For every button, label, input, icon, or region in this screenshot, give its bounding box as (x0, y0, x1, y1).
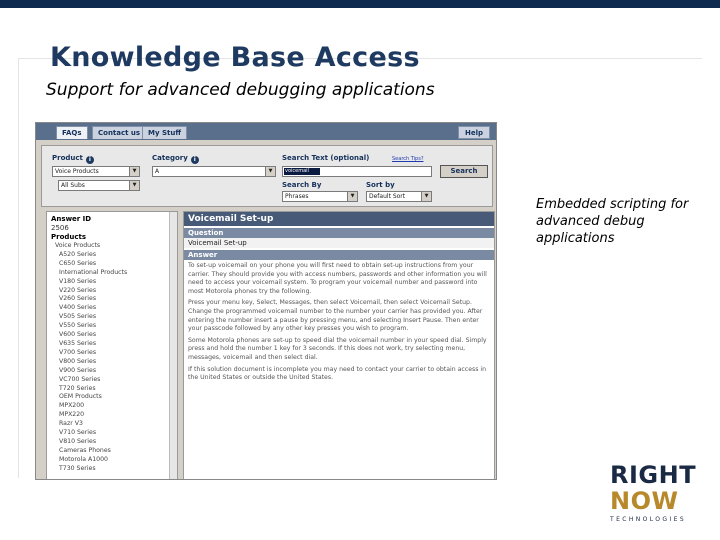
search-text-input[interactable] (282, 166, 432, 177)
search-by-label: Search By (282, 181, 322, 189)
answer-article-panel (183, 211, 495, 480)
info-icon[interactable]: i (86, 156, 94, 164)
tree-item[interactable]: VC700 Series (59, 375, 101, 383)
tree-item[interactable]: Razr V3 (59, 420, 83, 428)
search-tips-link[interactable]: Search Tips? (392, 156, 424, 162)
answer-paragraph: Press your menu key, Select, Messages, then select Voicemail, then select Voicemail Setup. Change the programmed voicemail number to the number your carrier has provided you. After entering the number insert a pause by pressing menu, and selecting Insert Pause. Then enter your passcode followed by any other key presses you wish to program. (188, 299, 483, 333)
tab-faqs[interactable]: FAQs (56, 126, 88, 139)
tree-item[interactable]: V810 Series (59, 437, 97, 445)
question-text: Voicemail Set-up (184, 238, 494, 248)
search-panel (41, 145, 493, 207)
logo-now: NOW (610, 487, 679, 515)
tab-contact-us[interactable]: Contact us (92, 126, 146, 139)
tree-item[interactable]: V700 Series (59, 348, 97, 356)
tree-item[interactable]: MPX220 (59, 411, 85, 419)
chevron-down-icon: ▼ (129, 181, 139, 190)
category-select[interactable]: A ▼ (152, 166, 276, 177)
tree-item[interactable]: V400 Series (59, 304, 97, 312)
chevron-down-icon: ▼ (347, 192, 357, 201)
tree-item[interactable]: MPX200 (59, 402, 85, 410)
tree-item[interactable]: Voice Products (55, 242, 101, 249)
answer-paragraph: Some Motorola phones are set-up to speed dial the voicemail number in your speed dial. Simply press and hold the number 1 key for 3 seconds. If this does not work, try selecting menu, messages, voicemail and then select dial. (188, 336, 487, 361)
tree-item[interactable]: V710 Series (59, 429, 97, 437)
answer-heading: Answer (184, 250, 494, 260)
logo-technologies: TECHNOLOGIES (610, 516, 687, 523)
products-label: Products (51, 233, 87, 241)
callout-text: Embedded scripting for advanced debug applications (536, 197, 689, 246)
search-text-label: Search Text (optional) (282, 154, 370, 162)
logo-right: RIGHT (610, 461, 697, 489)
top-accent-bar (0, 0, 720, 8)
answer-text (184, 260, 494, 388)
tab-bar (36, 123, 496, 140)
product-label: Product i (52, 154, 94, 164)
tree-item[interactable]: A520 Series (59, 250, 97, 258)
slide-title: Knowledge Base Access (50, 42, 420, 73)
answer-paragraph: To set-up voicemail on your phone you will first need to obtain set-up instructions from your carrier. They should provide you with access numbers, passwords and other information you will need to access your voicemail system. To program your voicemail number and password into most Motorola phones try the following. (188, 262, 487, 295)
answer-paragraph: If this solution document is incomplete you may need to contact your carrier to obtain access in the United States or outside the United States. (188, 365, 487, 382)
info-icon[interactable]: i (191, 156, 199, 164)
answer-id-label: Answer ID (51, 215, 92, 223)
knowledge-base-screenshot (35, 122, 497, 480)
tree-item[interactable]: Cameras Phones (59, 446, 111, 454)
question-heading: Question (184, 228, 494, 238)
category-label: Category i (152, 154, 199, 164)
chevron-down-icon: ▼ (265, 167, 275, 176)
help-tab[interactable]: Help (458, 126, 490, 139)
tree-item[interactable]: T720 Series (59, 384, 96, 392)
tree-item[interactable]: Motorola A1000 (59, 455, 108, 463)
product-sub-select[interactable]: All Subs ▼ (58, 180, 140, 191)
tree-item[interactable]: C650 Series (59, 259, 97, 267)
sort-by-label: Sort by (366, 181, 395, 189)
tab-my-stuff[interactable]: My Stuff (142, 126, 187, 139)
sort-by-select[interactable]: Default Sort ▼ (366, 191, 432, 202)
tree-item[interactable]: International Products (59, 268, 128, 276)
slide-subtitle: Support for advanced debugging applications (46, 80, 435, 100)
tree-item[interactable]: V635 Series (59, 339, 97, 347)
tree-item[interactable]: V600 Series (59, 331, 97, 339)
tree-item[interactable]: V180 Series (59, 277, 97, 285)
company-logo (610, 461, 697, 523)
tree-item[interactable]: V220 Series (59, 286, 97, 294)
tree-item[interactable]: V505 Series (59, 313, 97, 321)
search-button[interactable]: Search (440, 165, 488, 178)
left-divider (18, 58, 19, 478)
product-tree (47, 242, 177, 474)
chevron-down-icon: ▼ (129, 167, 139, 176)
tree-item[interactable]: V900 Series (59, 366, 97, 374)
chevron-down-icon: ▼ (421, 192, 431, 201)
answer-id-value: 2506 (51, 224, 69, 232)
scrollbar[interactable] (169, 212, 177, 480)
search-text-value: voicemail (284, 168, 320, 175)
answer-details-panel (46, 211, 178, 480)
tree-item[interactable]: T730 Series (59, 464, 96, 472)
tree-item[interactable]: V260 Series (59, 295, 97, 303)
tree-item[interactable]: V550 Series (59, 322, 97, 330)
search-by-select[interactable]: Phrases ▼ (282, 191, 358, 202)
tree-item[interactable]: OEM Products (59, 393, 102, 401)
product-select[interactable]: Voice Products ▼ (52, 166, 140, 177)
article-title: Voicemail Set-up (184, 212, 494, 226)
tree-item[interactable]: V800 Series (59, 357, 97, 365)
